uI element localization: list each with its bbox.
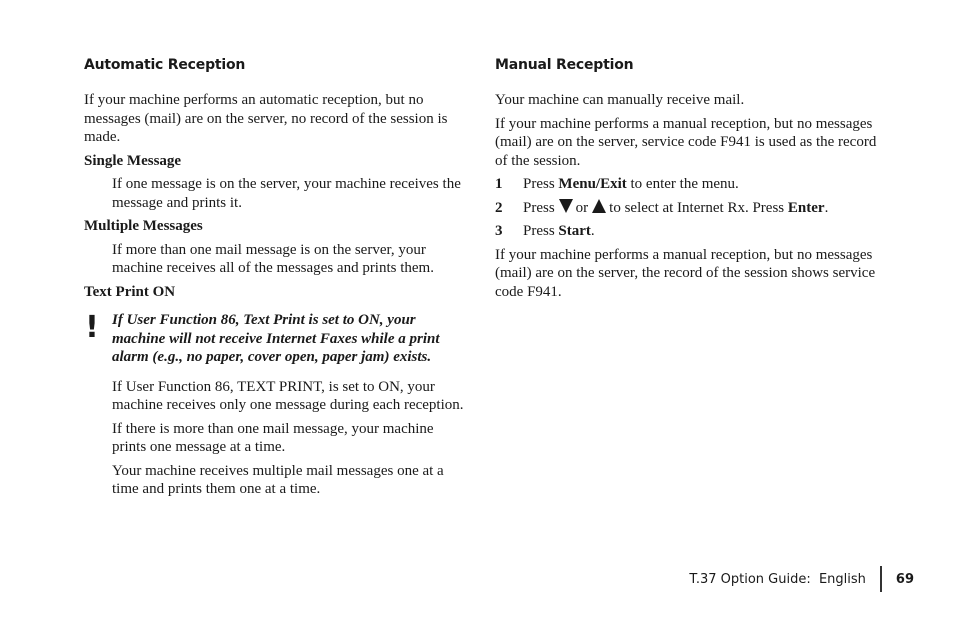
- left-column: [84, 56, 464, 504]
- step-pre: Press: [523, 199, 555, 216]
- enter-key: Enter: [787, 199, 825, 216]
- page-footer: [689, 566, 914, 592]
- single-message-title: Single Message: [84, 152, 182, 169]
- automatic-reception-heading: Automatic Reception: [84, 57, 246, 73]
- exclamation-icon: !: [85, 310, 99, 345]
- text-print-para-3: Your machine receives multiple mail messages one at a time and prints them one at a time.: [112, 462, 444, 497]
- manual-reception-heading: Manual Reception: [495, 57, 634, 73]
- step-mid: to select at Internet Rx. Press: [609, 199, 788, 216]
- warning-note-text: If User Function 86, Text Print is set to ON, your machine will not receive Internet Faxes while a print alarm (e.g., no paper, cover open, paper jam) exists.: [112, 312, 440, 365]
- text-print-title: Text Print ON: [84, 283, 176, 300]
- step-1: [495, 175, 880, 194]
- step-number: 1: [495, 176, 503, 192]
- manual-para-1: Your machine can manually receive mail.: [495, 92, 745, 108]
- step-pre: Press: [523, 223, 559, 239]
- text-print-para-1: If User Function 86, TEXT PRINT, is set to ON, your machine receives only one message during each reception.: [112, 378, 464, 413]
- menu-exit-key: Menu/Exit: [558, 176, 627, 192]
- warning-note: [84, 311, 464, 367]
- start-key: Start: [558, 223, 591, 239]
- step-or: or: [575, 199, 589, 216]
- multiple-messages-text: If more than one mail message is on the server, your machine receives all of the messages and prints them.: [112, 241, 434, 276]
- step-number: 2: [495, 199, 503, 216]
- up-arrow-icon: [592, 199, 606, 213]
- step-text: [523, 175, 739, 194]
- step-3: [495, 222, 880, 241]
- automatic-intro: If your machine performs an automatic reception, but no messages (mail) are on the server, no record of the session is made.: [84, 92, 448, 145]
- single-message-text: If one message is on the server, your machine receives the message and prints it.: [112, 176, 461, 211]
- right-column: [495, 56, 880, 306]
- text-print-para-2: If there is more than one mail message, your machine prints one message at a time.: [112, 420, 434, 455]
- down-arrow-icon: [559, 199, 573, 213]
- footer-divider: [880, 566, 882, 592]
- page-number: 69: [895, 571, 914, 587]
- step-post: .: [824, 199, 829, 216]
- guide-title: T.37 Option Guide: English: [689, 571, 866, 587]
- multiple-messages-title: Multiple Messages: [84, 218, 203, 234]
- step-text: [523, 199, 828, 218]
- step-post: to enter the menu.: [626, 176, 739, 192]
- step-text: [523, 222, 595, 241]
- step-post: .: [590, 223, 595, 239]
- step-2: [495, 199, 880, 218]
- step-pre: Press: [523, 176, 559, 192]
- step-number: 3: [495, 223, 503, 239]
- manual-para-2: If your machine performs a manual reception, but no messages (mail) are on the server, service code F941 is used as the record of the session.: [495, 115, 877, 169]
- manual-para-3: If your machine performs a manual reception, but no messages (mail) are on the server, the record of the session shows service code F941.: [495, 246, 876, 300]
